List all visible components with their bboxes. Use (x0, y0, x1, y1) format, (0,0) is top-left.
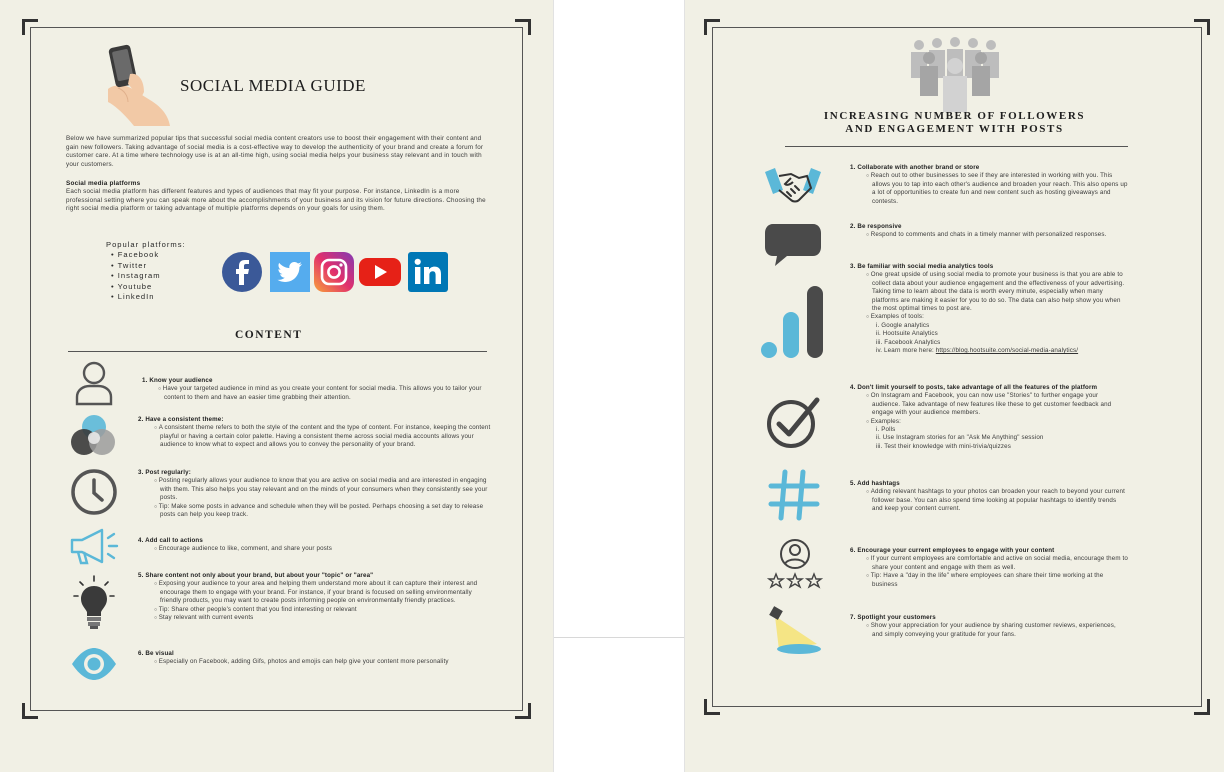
item-heading: 2. Have a consistent theme: (138, 416, 224, 423)
document-page-1 (0, 0, 553, 772)
platforms-heading: Social media platforms (66, 180, 141, 187)
frame-corner (704, 699, 720, 715)
list-item: ○ A consistent theme refers to both the style of the content and the type of content. For instance, keeping the content playful or having a certain color palette. Having a consistent theme across social media accounts allows your audience to know what to expect and allows you to convey the personality of your brand. (138, 424, 493, 449)
content-item-5 (138, 572, 493, 622)
youtube-icon (358, 252, 402, 292)
list-item: ○ One great upside of using social media to promote your business is that you are able to collect data about your audience engagement and the effectiveness of your advertising. Taking time to learn about the data is worth every minute, especially when many platforms are making it easier for you to do so. The data can also help show you when the most optimal times to post are. (850, 271, 1128, 313)
megaphone-icon (68, 526, 120, 566)
item-heading: 4. Don't limit yourself to posts, take advantage of all the features of the platform (850, 384, 1098, 391)
item-heading: 3. Be familiar with social media analytics tools (850, 263, 994, 270)
twitter-icon (270, 252, 310, 292)
facebook-icon (222, 252, 262, 292)
list-item: • Instagram (111, 271, 186, 281)
list-item: iii. Facebook Analytics (876, 338, 941, 346)
list-item: • Youtube (111, 282, 186, 292)
followers-item-6 (850, 547, 1128, 589)
title-line: INCREASING NUMBER OF FOLLOWERS (823, 110, 1086, 122)
followers-item-1 (850, 164, 1128, 206)
list-item: ○ Tip: Share other people's content that you find interesting or relevant (138, 606, 493, 614)
employee-rating-icon (767, 538, 823, 590)
list-item: ○ Tip: Make some posts in advance and schedule when they will be posted. Perhaps choosing a set day to release posts can help you keep track. (138, 503, 493, 520)
frame-corner (1194, 19, 1210, 35)
crowd-icon (907, 36, 1003, 114)
list-item: ○ Tip: Have a "day in the life" where employees can share their time working at the business (850, 572, 1128, 589)
item-heading: 1. Know your audience (142, 377, 213, 384)
platforms-paragraph: Each social media platform has different features and types of audiences that may fit your purpose. For instance, LinkedIn is a more professional setting where you can speak more about the accomplishments of your business and its vision for future directions. Choosing the right social media platform or taking advantage of multiple platforms depends on your goals for using them. (66, 188, 486, 213)
analytics-link[interactable]: https://blog.hootsuite.com/social-media-analytics/ (935, 347, 1079, 355)
popular-heading: Popular platforms: (106, 240, 186, 249)
lightbulb-icon (72, 574, 116, 630)
item-heading: 5. Share content not only about your brand, but about your "topic" or "area" (138, 572, 374, 579)
divider (785, 146, 1128, 147)
frame-corner (22, 703, 38, 719)
list-item (850, 347, 1128, 355)
instagram-icon (314, 252, 354, 292)
analytics-bars-icon (759, 282, 829, 362)
content-heading: CONTENT (235, 329, 303, 341)
page-title: SOCIAL MEDIA GUIDE (180, 76, 366, 95)
list-item: ○ Encourage audience to like, comment, and share your posts (138, 545, 493, 553)
list-item: iii. Test their knowledge with mini-trivia/quizzes (876, 442, 1011, 450)
frame-corner (515, 703, 531, 719)
frame-corner (704, 19, 720, 35)
intro-paragraph: Below we have summarized popular tips that successful social media content creators use to boost their engagement with their content and gain new followers. Taking advantage of social media is a cost-effective way to develop the authenticity of your brand and create a forum for customer care. At a time where technology use is at an all-time high, using social media helps your business stay relevant and in touch with your customers. (66, 135, 484, 168)
item-heading: 3. Post regularly: (138, 469, 191, 476)
list-item: ○ Show your appreciation for your audience by sharing customer reviews, experiences, and simply conveying your gratitude for your fans. (850, 622, 1128, 639)
page-title (685, 110, 1224, 136)
content-item-3 (138, 469, 493, 519)
frame-corner (1194, 699, 1210, 715)
followers-item-5 (850, 480, 1128, 514)
item-heading: 1. Collaborate with another brand or store (850, 164, 980, 171)
content-item-2 (138, 416, 493, 450)
content-item-1 (142, 377, 497, 402)
followers-item-4 (850, 384, 1128, 451)
content-item-6 (138, 650, 493, 667)
list-item: i. Google analytics (876, 321, 930, 329)
list-item: ○ Stay relevant with current events (138, 614, 493, 622)
list-item: ○ Respond to comments and chats in a timely manner with personalized responses. (850, 231, 1128, 239)
list-item: • Facebook (111, 250, 186, 260)
title-line: AND ENGAGEMENT WITH POSTS (845, 123, 1064, 135)
list-item: • LinkedIn (111, 292, 186, 302)
content-item-4 (138, 537, 493, 554)
followers-item-3 (850, 263, 1128, 355)
linkedin-icon (408, 252, 448, 292)
list-item: ○ Posting regularly allows your audience to know that you are active on social media and are interested in engaging with them. This also helps you stay relevant and on the minds of your consumers when they consistently see your posts. (138, 477, 493, 502)
list-item: ○ Examples: (850, 418, 1128, 426)
person-icon (74, 360, 114, 406)
spotlight-icon (769, 606, 823, 656)
item-heading: 7. Spotlight your customers (850, 614, 936, 621)
list-item: ○ Adding relevant hashtags to your photos can broaden your reach to beyond your current follower base. You can also spend time looking at popular hashtags to identify trends and keep your content current. (850, 488, 1128, 513)
handshake-icon (761, 164, 825, 208)
item-heading: 6. Be visual (138, 650, 174, 657)
item-heading: 2. Be responsive (850, 223, 902, 230)
item-heading: 5. Add hashtags (850, 480, 900, 487)
list-item: ○ Reach out to other businesses to see if they are interested in working with you. This allows you to tap into each other's audience and broaden your reach. This also opens up a lot of opportunities to create fun and new content such as hosting giveaways and contests. (850, 172, 1128, 206)
list-item: ○ Examples of tools: (850, 313, 1128, 321)
list-item: ○ On Instagram and Facebook, you can now use "Stories" to further engage your audience. Take advantage of new features like these to get customer feedback and engage with your audience members. (850, 392, 1128, 417)
item-heading: 4. Add call to actions (138, 537, 203, 544)
hashtag-icon (767, 468, 821, 522)
list-item: • Twitter (111, 261, 186, 271)
list-item: ○ Exposing your audience to your area and helping them understand more about it can capture their interest and encourage them to engage with your brand. For instance, if your brand is focused on selling environmentally friendly products, you may want to create posts informing people on environmentally friendly practices. (138, 580, 493, 605)
clock-icon (70, 468, 118, 516)
speech-bubble-icon (763, 220, 823, 268)
list-item: ○ If your current employees are comfortable and active on social media, encourage them to share your content and engage with them as well. (850, 555, 1128, 572)
list-item: ii. Hootsuite Analytics (876, 330, 938, 338)
frame-corner (22, 19, 38, 35)
followers-item-2 (850, 223, 1128, 240)
list-item: ii. Use Instagram stories for an "Ask Me Anything" session (876, 434, 1044, 442)
color-circles-icon (70, 414, 120, 460)
learn-more-label: iv. Learn more here: (876, 347, 936, 355)
document-page-2 (685, 0, 1224, 772)
list-item: ○ Especially on Facebook, adding Gifs, photos and emojis can help give your content more personality (138, 658, 493, 666)
list-item: i. Polls (876, 426, 896, 434)
frame-corner (515, 19, 531, 35)
divider (553, 637, 685, 638)
popular-platforms (106, 240, 186, 302)
checkmark-circle-icon (765, 394, 823, 450)
viewer-background (553, 0, 685, 772)
phone-hand-icon (104, 44, 174, 126)
divider (68, 351, 487, 352)
eye-icon (70, 646, 118, 682)
item-heading: 6. Encourage your current employees to engage with your content (850, 547, 1055, 554)
followers-item-7 (850, 614, 1128, 639)
list-item: ○ Have your targeted audience in mind as you create your content for social media. This allows you to tailor your content to them and have an easier time grabbing their attention. (142, 385, 497, 402)
